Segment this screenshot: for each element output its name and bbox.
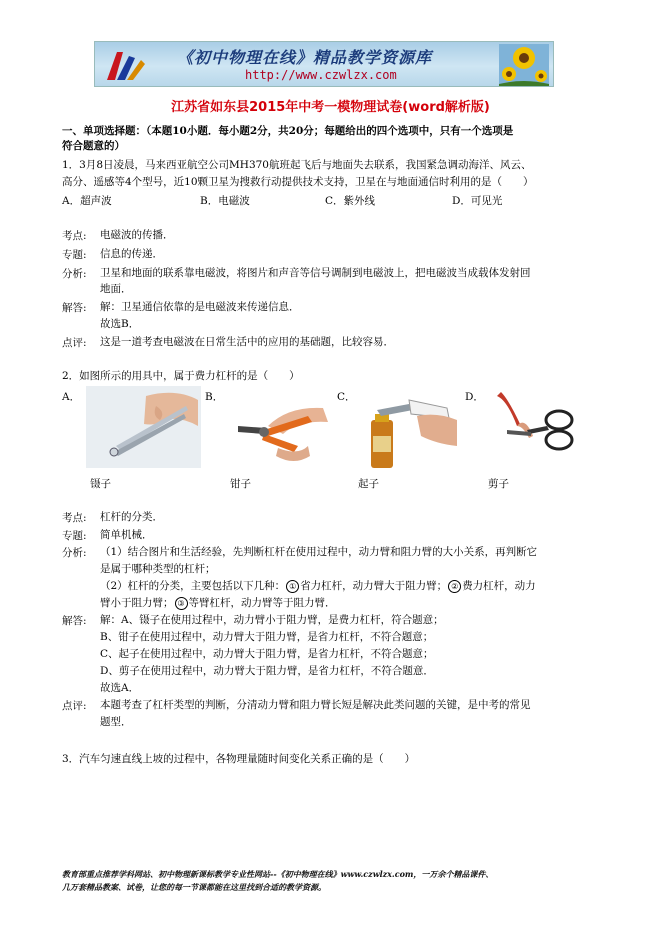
q2-jieda-line2: B、钳子在使用过程中，动力臂大于阻力臂，是省力杠杆，不符合题意； bbox=[100, 631, 434, 643]
q1-jieda-line1: 解：卫星通信依靠的是电磁波来传递信息． bbox=[100, 301, 300, 313]
q2-jieda-line1: 解：A、镊子在使用过程中，动力臂小于阻力臂，是费力杠杆，符合题意； bbox=[100, 614, 444, 626]
q2-letter-c: C． bbox=[337, 391, 356, 403]
q1-option-c: C．紫外线 bbox=[325, 195, 376, 207]
q2-fenxi-line3 bbox=[100, 579, 536, 593]
footer-line1: 教育部重点推荐学科网站、初中物理新课标教学专业性网站--《初中物理在线》www.czwlzx.com，一万余个精品课件、 bbox=[62, 869, 494, 879]
q1-zhuanti: 信息的传递． bbox=[100, 248, 163, 260]
q1-jieda-label: 解答: bbox=[62, 302, 87, 314]
q2-fenxi-line2: 是属于哪种类型的杠杆； bbox=[100, 563, 216, 575]
q2-zhuanti-label: 专题: bbox=[62, 530, 87, 542]
circled-three: ③ bbox=[175, 597, 188, 610]
banner-url[interactable]: http://www.czwlzx.com bbox=[245, 68, 397, 82]
q2-zhuanti: 简单机械． bbox=[100, 529, 153, 541]
q2-caption-d: 剪子 bbox=[488, 478, 509, 490]
bottle-opener-image bbox=[357, 386, 462, 468]
footer-line2: 几万套精品教案、试卷，让您的每一节课都能在这里找到合适的教学资源。 bbox=[62, 882, 326, 892]
banner-title: 《初中物理在线》精品教学资源库 bbox=[177, 48, 433, 67]
q2-jieda-line3: C、起子在使用过程中，动力臂大于阻力臂，是省力杠杆，不符合题意； bbox=[100, 648, 434, 660]
q2-fenxi-line1: （1）结合图片和生活经验，先判断杠杆在使用过程中，动力臂和阻力臂的大小关系，再判断它 bbox=[100, 546, 538, 558]
q1-kaodian-label: 考点: bbox=[62, 230, 87, 242]
q2-fenxi-label: 分析: bbox=[62, 547, 87, 559]
q1-dianping-label: 点评: bbox=[62, 337, 87, 349]
q1-fenxi-label: 分析: bbox=[62, 268, 87, 280]
page-footer bbox=[62, 868, 493, 894]
q2-jieda-label: 解答: bbox=[62, 615, 87, 627]
q1-fenxi-line2: 地面． bbox=[100, 283, 132, 295]
q1-stem-line1: 1．3月8日凌晨，马来西亚航空公司MH370航班起飞后与地面失去联系，我国紧急调动海洋、风云、 bbox=[62, 159, 532, 171]
tweezers-image bbox=[86, 386, 201, 468]
q2-caption-c: 起子 bbox=[358, 478, 379, 490]
q2-stem: 2．如图所示的用具中，属于费力杠杆的是（ ） bbox=[62, 370, 300, 382]
q1-option-d: D．可见光 bbox=[452, 195, 503, 207]
q2-fenxi-line4 bbox=[100, 596, 336, 610]
q1-option-a: A．超声波 bbox=[62, 195, 112, 207]
q1-zhuanti-label: 专题: bbox=[62, 249, 87, 261]
q2-letter-b: B． bbox=[205, 391, 224, 403]
q2-letter-d: D． bbox=[465, 391, 484, 403]
pliers-image bbox=[228, 386, 333, 468]
q1-kaodian: 电磁波的传播． bbox=[100, 229, 174, 241]
q1-option-b: B．电磁波 bbox=[200, 195, 250, 207]
site-logo-icon bbox=[103, 46, 147, 84]
q2-fenxi-line4-end: 等臂杠杆，动力臂等于阻力臂． bbox=[188, 597, 336, 609]
q2-kaodian: 杠杆的分类． bbox=[100, 511, 163, 523]
section-heading-line2: 符合题意的） bbox=[62, 140, 125, 152]
q2-fenxi-line3-mid: 省力杠杆，动力臂大于阻力臂； bbox=[300, 580, 448, 592]
sunflower-icon bbox=[499, 44, 549, 86]
circled-one: ① bbox=[286, 580, 299, 593]
q1-jieda-line2: 故选B． bbox=[100, 318, 140, 330]
q2-caption-b: 钳子 bbox=[230, 478, 251, 490]
q1-fenxi-line1: 卫星和地面的联系靠电磁波，将图片和声音等信号调制到电磁波上，把电磁波当成载体发射回 bbox=[100, 267, 531, 279]
q2-caption-a: 镊子 bbox=[90, 478, 111, 490]
q2-jieda-line4: D、剪子在使用过程中，动力臂大于阻力臂，是省力杠杆，不符合题意． bbox=[100, 665, 434, 677]
q1-dianping: 这是一道考查电磁波在日常生活中的应用的基础题，比较容易． bbox=[100, 336, 394, 348]
q3-stem: 3．汽车匀速直线上坡的过程中，各物理量随时间变化关系正确的是（ ） bbox=[62, 753, 416, 765]
section-heading-line1: 一、单项选择题：（本题10小题．每小题2分，共20分；每题给出的四个选项中，只有一个选项是 bbox=[62, 125, 514, 137]
q2-fenxi-line4-start: 臂小于阻力臂； bbox=[100, 597, 174, 609]
q2-letter-a: A． bbox=[62, 391, 81, 403]
scissors-image bbox=[487, 386, 582, 468]
q2-kaodian-label: 考点: bbox=[62, 512, 87, 524]
q2-jieda-line5: 故选A． bbox=[100, 682, 140, 694]
q2-dianping-line2: 题型． bbox=[100, 716, 132, 728]
q2-dianping-line1: 本题考查了杠杆类型的判断，分清动力臂和阻力臂长短是解决此类问题的关键，是中考的常见 bbox=[100, 699, 531, 711]
header-banner bbox=[94, 41, 554, 87]
document-title: 江苏省如东县2015年中考一模物理试卷(word解析版) bbox=[171, 100, 490, 115]
circled-two: ② bbox=[448, 580, 461, 593]
q2-dianping-label: 点评: bbox=[62, 700, 87, 712]
q2-fenxi-line3-intro: （2）杠杆的分类，主要包括以下几种： bbox=[100, 580, 286, 592]
q1-stem-line2: 高分、遥感等4个型号，近10颗卫星为搜救行动提供技术支持，卫星在与地面通信时利用的是（ ） bbox=[62, 176, 534, 188]
q2-fenxi-line3-end: 费力杠杆，动力 bbox=[462, 580, 536, 592]
